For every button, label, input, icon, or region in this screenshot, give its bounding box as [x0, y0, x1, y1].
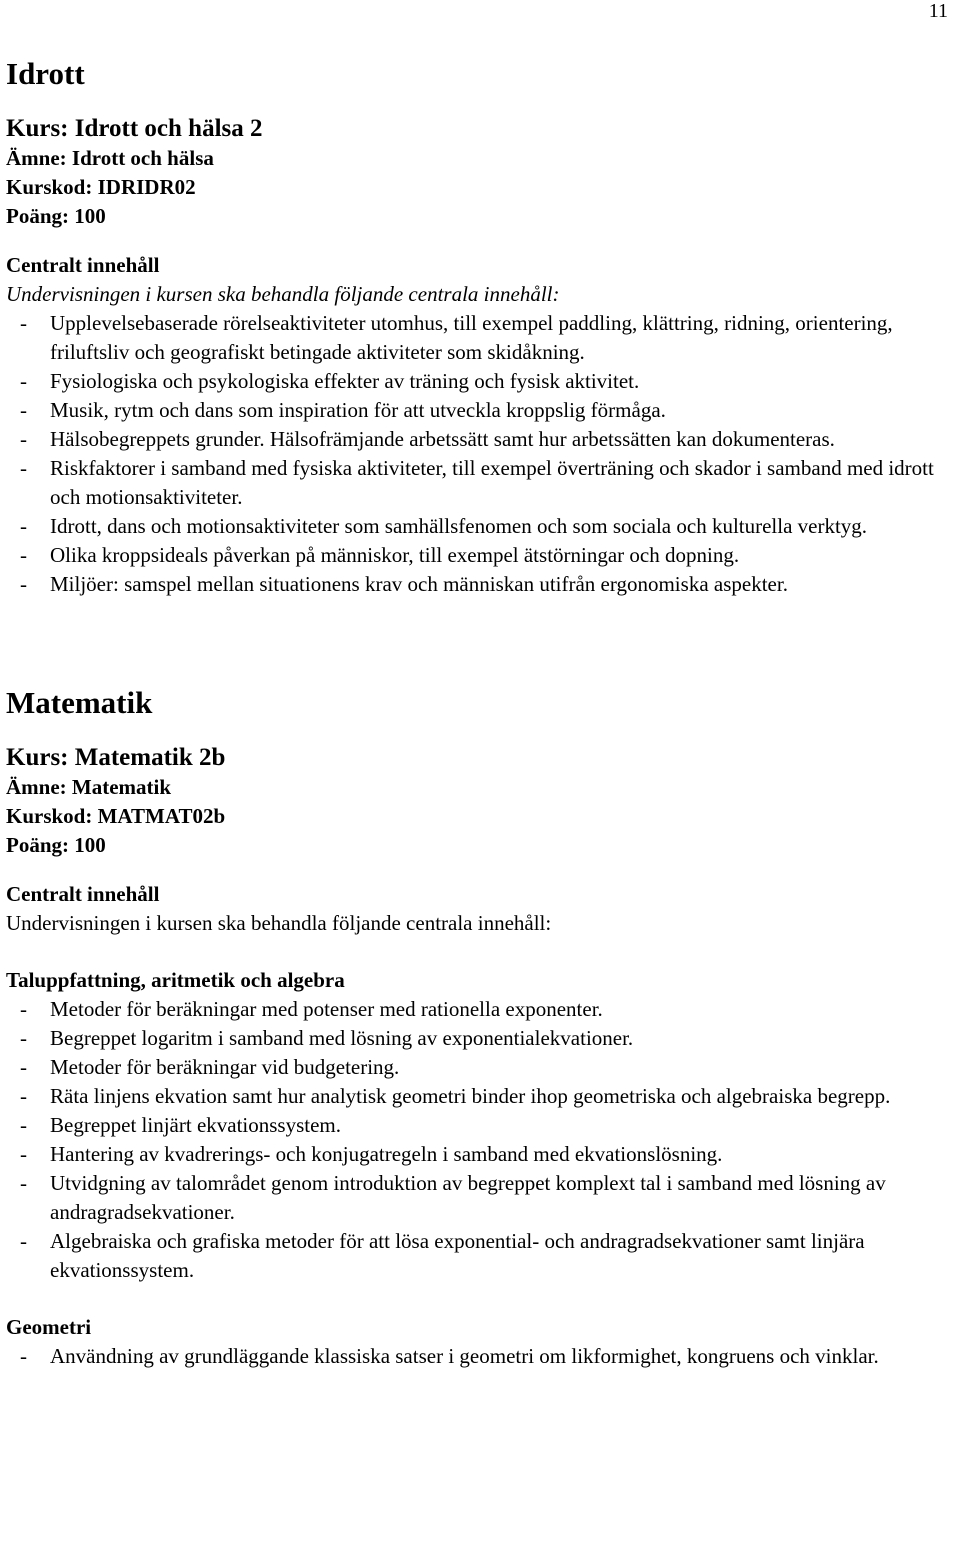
- subject-section-idrott: [6, 56, 960, 599]
- bullet-marker: -: [20, 1113, 27, 1137]
- list-item-text: Fysiologiska och psykologiska effekter av träning och fysisk aktivitet.: [50, 369, 640, 393]
- bullet-marker: -: [20, 543, 27, 567]
- subject-section-matematik: [6, 685, 960, 1371]
- bullet-marker: -: [20, 572, 27, 596]
- list-item: [6, 1169, 960, 1227]
- list-item: [6, 541, 960, 570]
- bullet-marker: -: [20, 1084, 27, 1108]
- list-item-text: Musik, rytm och dans som inspiration för att utveckla kroppslig förmåga.: [50, 398, 666, 422]
- list-item-text: Användning av grundläggande klassiska satser i geometri om likformighet, kongruens och vinklar.: [50, 1344, 879, 1368]
- list-item: [6, 1342, 960, 1371]
- bullet-marker: -: [20, 311, 27, 335]
- list-item: [6, 1140, 960, 1169]
- course-code: Kurskod: IDRIDR02: [6, 175, 196, 199]
- list-item-text: Miljöer: samspel mellan situationens krav och människan utifrån ergonomiska aspekter.: [50, 572, 788, 596]
- list-item: [6, 396, 960, 425]
- bullet-marker: -: [20, 1142, 27, 1166]
- central-content-intro: Undervisningen i kursen ska behandla följande centrala innehåll:: [6, 282, 560, 306]
- subject-title: Idrott: [6, 56, 85, 91]
- list-item: [6, 425, 960, 454]
- list-item: [6, 454, 960, 512]
- document-page: [6, 56, 960, 1371]
- bullet-marker: -: [20, 1229, 27, 1253]
- content-list: [6, 309, 960, 599]
- course-code: Kurskod: MATMAT02b: [6, 804, 226, 828]
- course-points: Poäng: 100: [6, 833, 106, 857]
- bullet-marker: -: [20, 398, 27, 422]
- bullet-marker: -: [20, 1026, 27, 1050]
- course-title: Kurs: Idrott och hälsa 2: [6, 115, 263, 142]
- central-content-heading: Centralt innehåll: [6, 882, 160, 906]
- course-points: Poäng: 100: [6, 204, 106, 228]
- bullet-marker: -: [20, 456, 27, 480]
- subject-line: Ämne: Matematik: [6, 775, 172, 799]
- central-content-intro: Undervisningen i kursen ska behandla följande centrala innehåll:: [6, 911, 552, 935]
- list-item-text: Metoder för beräkningar vid budgetering.: [50, 1055, 400, 1079]
- list-item-text: Räta linjens ekvation samt hur analytisk geometri binder ihop geometriska och algebraiska begrepp.: [50, 1084, 891, 1108]
- subject-line: Ämne: Idrott och hälsa: [6, 146, 214, 170]
- list-item-text: Begreppet logaritm i samband med lösning av exponentialekvationer.: [50, 1026, 634, 1050]
- page-number: 11: [928, 0, 948, 22]
- list-item: [6, 1053, 960, 1082]
- list-item: [6, 1227, 960, 1285]
- bullet-marker: -: [20, 997, 27, 1021]
- content-group-title: Geometri: [6, 1315, 92, 1339]
- bullet-marker: -: [20, 427, 27, 451]
- list-item: [6, 367, 960, 396]
- list-item: [6, 570, 960, 599]
- subject-title: Matematik: [6, 685, 153, 720]
- bullet-marker: -: [20, 369, 27, 393]
- list-item-text: Hantering av kvadrerings- och konjugatregeln i samband med ekvationslösning.: [50, 1142, 723, 1166]
- list-item-text: Hälsobegreppets grunder. Hälsofrämjande arbetssätt samt hur arbetssätten kan dokumenteras.: [50, 427, 835, 451]
- list-item: [6, 1082, 960, 1111]
- content-list: [6, 995, 960, 1285]
- list-item: [6, 309, 960, 367]
- list-item: [6, 995, 960, 1024]
- list-item-text: Algebraiska och grafiska metoder för att lösa exponential- och andragradsekvationer samt linjära ekvationssystem.: [50, 1229, 865, 1282]
- list-item: [6, 512, 960, 541]
- bullet-marker: -: [20, 1171, 27, 1195]
- list-item-text: Upplevelsebaserade rörelseaktiviteter utomhus, till exempel paddling, klättring, ridning, orientering, friluftsliv och geografiskt betingade aktiviteter som skidåkning.: [50, 311, 893, 364]
- bullet-marker: -: [20, 514, 27, 538]
- list-item: [6, 1024, 960, 1053]
- list-item: [6, 1111, 960, 1140]
- content-list: [6, 1342, 960, 1371]
- list-item-text: Begreppet linjärt ekvationssystem.: [50, 1113, 342, 1137]
- bullet-marker: -: [20, 1055, 27, 1079]
- list-item-text: Utvidgning av talområdet genom introduktion av begreppet komplext tal i samband med lösning av andragradsekvationer.: [50, 1171, 886, 1224]
- list-item-text: Metoder för beräkningar med potenser med rationella exponenter.: [50, 997, 603, 1021]
- central-content-heading: Centralt innehåll: [6, 253, 160, 277]
- list-item-text: Idrott, dans och motionsaktiviteter som samhällsfenomen och som sociala och kulturella verktyg.: [50, 514, 868, 538]
- list-item-text: Riskfaktorer i samband med fysiska aktiviteter, till exempel överträning och skador i samband med idrott och motionsaktiviteter.: [50, 456, 934, 509]
- list-item-text: Olika kroppsideals påverkan på människor, till exempel ätstörningar och dopning.: [50, 543, 740, 567]
- bullet-marker: -: [20, 1344, 27, 1368]
- course-title: Kurs: Matematik 2b: [6, 744, 226, 771]
- content-group-title: Taluppfattning, aritmetik och algebra: [6, 968, 345, 992]
